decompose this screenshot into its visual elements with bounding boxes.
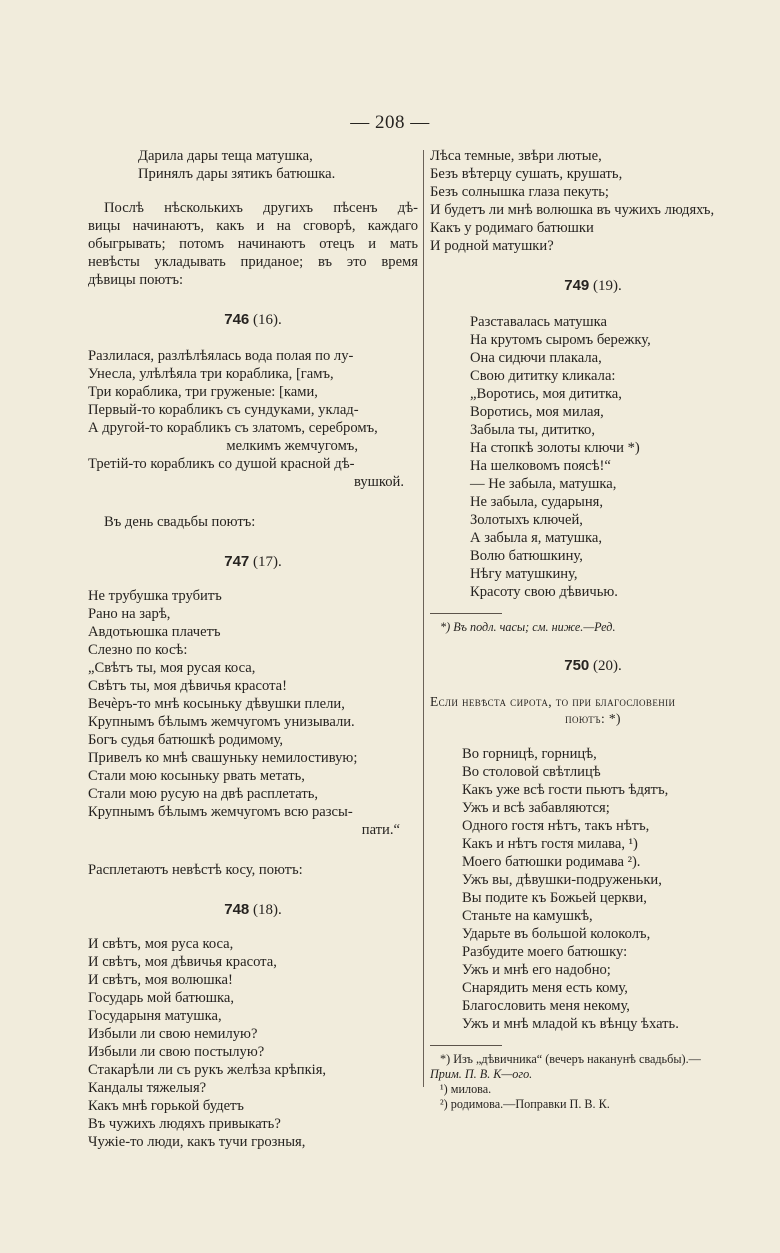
verse-line: На шелковомъ поясѣ!“ [470, 458, 611, 474]
verse-line: Дарила дары теща матушка, [138, 148, 313, 164]
verse-line: пати.“ [361, 822, 400, 838]
paragraph-3 [88, 861, 418, 879]
verse-line: — Не забыла, матушка, [470, 476, 617, 492]
verse-line: Стакарѣли ли съ рукъ желѣза крѣпкія, [88, 1062, 327, 1078]
verse-line: А другой-то корабликъ съ златомъ, серебромъ, [88, 420, 378, 436]
page-number: — 208 — [350, 112, 430, 133]
verse-line: „Свѣтъ ты, моя русая коса, [88, 660, 256, 676]
song-subnumber: (16). [253, 312, 282, 328]
prose-line: Расплетаютъ невѣстѣ косу, поютъ: [88, 862, 303, 878]
verse-line: Воротись, моя милая, [470, 404, 604, 420]
verse-line: Забыла ты, дититко, [470, 422, 596, 438]
footnote-749 [430, 620, 756, 635]
verse-line: Моего батюшки родимава ²). [462, 854, 641, 870]
note-line: Если невѣста сирота, то при благословеніи [430, 694, 676, 709]
verse-line: А забыла я, матушка, [470, 530, 603, 546]
song-747 [88, 587, 418, 839]
song-748 [88, 935, 418, 1151]
song-746 [88, 347, 418, 491]
song-subnumber: (20). [593, 658, 622, 674]
verse-line: Привелъ ко мнѣ свашуньку немилостивую; [88, 750, 358, 766]
song-heading-750 [430, 657, 756, 675]
verse-line: Государь мой батюшка, [88, 990, 235, 1006]
verse-line: Принялъ дары зятикъ батюшка. [138, 166, 336, 182]
verse-line: Стали мою русую на двѣ расплетать, [88, 786, 319, 802]
verse-line: Три кораблика, три груженые: [ками, [88, 384, 318, 400]
verse-line: Какъ уже всѣ гости пьютъ ѣдятъ, [462, 782, 669, 798]
note-line: поютъ: *) [565, 711, 621, 726]
song-750-note [430, 693, 756, 727]
prose-line: Послѣ нѣсколькихъ другихъ пѣсенъ дѣ- [104, 200, 418, 216]
verse-line: Волю батюшкину, [470, 548, 583, 564]
prose-line: обыгрывать; потомъ начинаютъ отецъ и мать [88, 236, 418, 252]
verse-line: Богъ судья батюшкѣ родимому, [88, 732, 284, 748]
verse-line: вушкой. [353, 474, 404, 490]
verse-line: Крупнымъ бѣлымъ жемчугомъ унизывали. [88, 714, 355, 730]
verse-line: Разставалась матушка [470, 314, 608, 330]
prose-line: Въ день свадьбы поютъ: [104, 514, 256, 530]
paragraph-2 [88, 513, 418, 531]
verse-line: Лѣса темные, звѣри лютые, [430, 148, 602, 164]
song-heading-747 [88, 553, 418, 571]
footnote-rule [430, 1045, 502, 1046]
right-column [430, 147, 756, 1112]
verse-line: Какъ и нѣтъ гостя милава, ¹) [462, 836, 638, 852]
verse-line: Ужъ и мнѣ его надобно; [462, 962, 611, 978]
verse-line: Она сидючи плакала, [470, 350, 602, 366]
verse-line: Снарядить меня есть кому, [462, 980, 628, 996]
verse-line: Избыли ли свою постылую? [88, 1044, 265, 1060]
verse-line: И будетъ ли мнѣ волюшка въ чужихъ людяхъ, [430, 202, 715, 218]
verse-line: Нѣгу матушкину, [470, 566, 578, 582]
song-number: 750 [564, 657, 590, 674]
verse-line: Благословить меня некому, [462, 998, 630, 1014]
song-number: 747 [224, 553, 250, 570]
verse-line: Безъ солнышка глаза пекуть; [430, 184, 609, 200]
song-heading-748 [88, 901, 418, 919]
verse-line: „Воротись, моя дититка, [470, 386, 622, 402]
verse-line: Унесла, улѣлѣяла три кораблика, [гамъ, [88, 366, 334, 382]
verse-line: Станьте на камушкѣ, [462, 908, 593, 924]
verse-line: Вечѐръ-то мнѣ косыньку дѣвушки плели, [88, 696, 345, 712]
verse-line: Не забыла, сударыня, [470, 494, 604, 510]
verse-line: Свою дититку кликала: [470, 368, 616, 384]
footnote-line: *) Въ подл. часы; см. ниже.—Ред. [440, 620, 616, 634]
verse-line: На стопкѣ золоты ключи *) [470, 440, 640, 456]
verse-line: Слезно по косѣ: [88, 642, 188, 658]
verse-line: Государыня матушка, [88, 1008, 222, 1024]
verse-line: Золотыхъ ключей, [470, 512, 583, 528]
song-heading-746 [88, 311, 418, 329]
song-subnumber: (18). [253, 902, 282, 918]
verse-line: Авдотьюшка плачетъ [88, 624, 221, 640]
verse-line: Кандалы тяжелыя? [88, 1080, 207, 1096]
footnote-line: ²) родимова.—Поправки П. В. К. [440, 1097, 610, 1111]
song-number: 749 [564, 277, 590, 294]
song-subnumber: (17). [253, 554, 282, 570]
verse-line: Ужъ и всѣ забавляются; [462, 800, 610, 816]
footnotes-750 [430, 1052, 756, 1112]
song-heading-749 [430, 277, 756, 295]
verse-line: Ужъ вы, дѣвушки-подруженьки, [462, 872, 662, 888]
verse-line: Стали мою косыньку рвать метать, [88, 768, 305, 784]
verse-line: Въ чужихъ людяхъ привыкать? [88, 1116, 281, 1132]
verse-line: Чужіе-то люди, какъ тучи грозныя, [88, 1134, 306, 1150]
verse-line: Безъ вѣтерцу сушать, крушать, [430, 166, 623, 182]
song-number: 746 [224, 311, 250, 328]
verse-line: Не трубушка трубитъ [88, 588, 222, 604]
verse-line: И родной матушки? [430, 238, 554, 254]
verse-line: Свѣтъ ты, моя дѣвичья красота! [88, 678, 287, 694]
verse-line: И свѣтъ, моя волюшка! [88, 972, 233, 988]
prose-line: дѣвицы поютъ: [88, 272, 184, 288]
column-divider [423, 150, 424, 1087]
verse-line: Какъ у родимаго батюшки [430, 220, 594, 236]
verse-line: Разбудите моего батюшку: [462, 944, 628, 960]
verse-line: Разлилася, разлѣлѣялась вода полая по лу- [88, 348, 354, 364]
verse-line: Одного гостя нѣтъ, такъ нѣтъ, [462, 818, 650, 834]
left-column [88, 147, 418, 1151]
verse-line: И свѣтъ, моя руса коса, [88, 936, 234, 952]
prose-line: невѣсты укладывать приданое; въ это время [88, 254, 418, 270]
verse-line: мелкимъ жемчугомъ, [226, 438, 358, 454]
verse-line: Крупнымъ бѣлымъ жемчугомъ всю разсы- [88, 804, 353, 820]
verse-line: И свѣтъ, моя дѣвичья красота, [88, 954, 277, 970]
verse-line: Вы подите къ Божьей церкви, [462, 890, 647, 906]
verse-intro [88, 147, 418, 183]
song-748-continued [430, 147, 756, 255]
verse-line: Рано на зарѣ, [88, 606, 171, 622]
paragraph-1 [88, 199, 418, 289]
prose-line: вицы начинаютъ, какъ и на сговорѣ, каждаго [88, 218, 418, 234]
song-750 [430, 745, 756, 1033]
footnote-line: *) Изъ „дѣвичника“ (вечеръ наканунѣ свадьбы).— [440, 1052, 701, 1066]
verse-line: Какъ мнѣ горькой будетъ [88, 1098, 244, 1114]
verse-line: Третій-то корабликъ со душой красной дѣ- [88, 456, 355, 472]
verse-line: Красоту свою дѣвичью. [470, 584, 618, 600]
verse-line: Первый-то корабликъ съ сундуками, уклад- [88, 402, 359, 418]
footnote-rule [430, 613, 502, 614]
verse-line: Избыли ли свою немилую? [88, 1026, 258, 1042]
verse-line: Во столовой свѣтлицѣ [462, 764, 601, 780]
song-749 [430, 313, 756, 601]
verse-line: Ужъ и мнѣ младой къ вѣнцу ѣхать. [462, 1016, 679, 1032]
song-subnumber: (19). [593, 278, 622, 294]
footnote-line: Прим. П. В. К—ого. [430, 1067, 533, 1081]
verse-line: На крутомъ сыромъ бережку, [470, 332, 651, 348]
footnote-line: ¹) милова. [440, 1082, 492, 1096]
song-number: 748 [224, 901, 250, 918]
verse-line: Во горницѣ, горницѣ, [462, 746, 597, 762]
verse-line: Ударьте въ большой колоколъ, [462, 926, 651, 942]
